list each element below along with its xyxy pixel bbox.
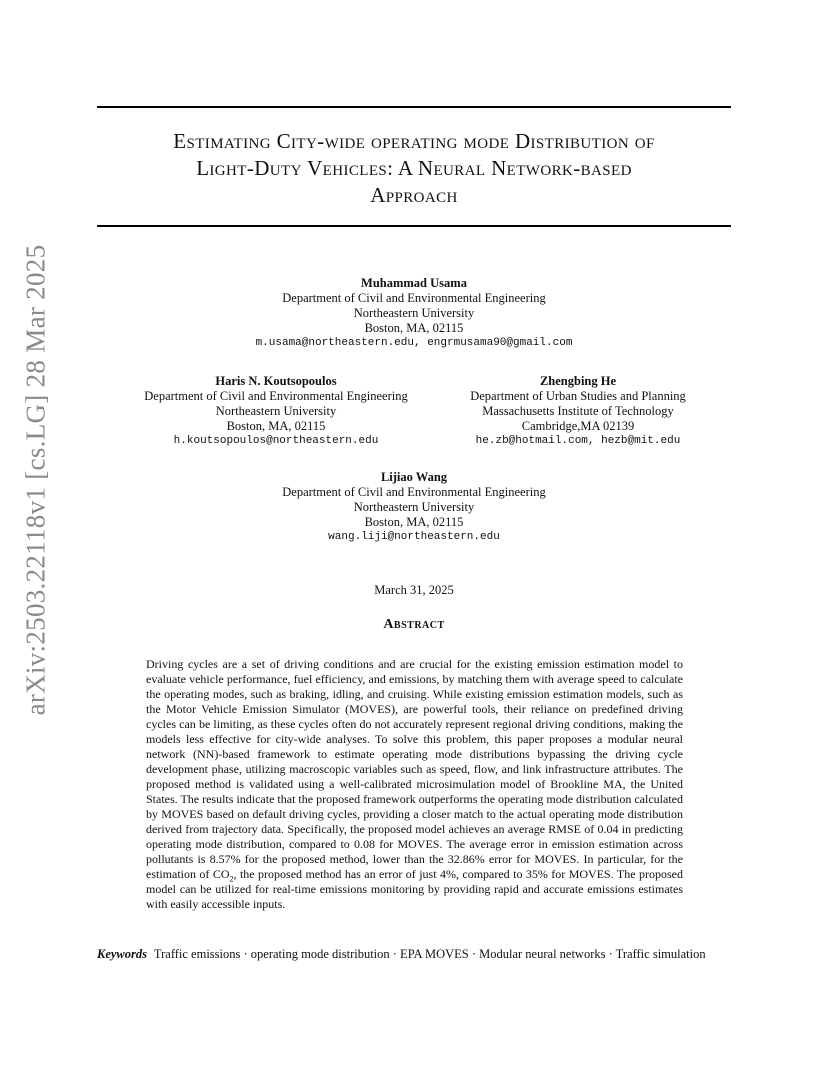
author-department: Department of Civil and Environmental Engineering <box>282 291 546 305</box>
title-line-3: Approach <box>370 183 458 207</box>
author-address: Boston, MA, 02115 <box>226 419 326 433</box>
author-email[interactable]: he.zb@hotmail.com, hezb@mit.edu <box>475 435 681 447</box>
author-email[interactable]: m.usama@northeastern.edu, engrmusama90@gmail.com <box>255 337 573 349</box>
title-top-rule <box>97 106 731 108</box>
author-block-wang <box>150 470 678 545</box>
abstract-text-part-2: , the proposed method has an error of just 4%, compared to 35% for MOVES. The proposed model can be utilized for real-time emissions monitoring by providing rapid and accurate emissions estimates with easily accessible inputs. <box>146 867 683 911</box>
author-address: Boston, MA, 02115 <box>364 515 464 529</box>
author-department: Department of Civil and Environmental Engineering <box>282 485 546 499</box>
keywords-section <box>97 947 717 962</box>
paper-date: March 31, 2025 <box>374 583 454 597</box>
author-block-he <box>440 374 716 449</box>
author-name: Muhammad Usama <box>361 276 467 290</box>
author-institution: Northeastern University <box>353 500 475 514</box>
author-institution: Northeastern University <box>353 306 475 320</box>
abstract-heading: Abstract <box>383 617 445 632</box>
title-line-1: Estimating City-wide operating mode Distribution of <box>173 129 655 153</box>
author-institution: Massachusetts Institute of Technology <box>482 404 674 418</box>
author-name: Zhengbing He <box>539 374 617 388</box>
author-email[interactable]: h.koutsopoulos@northeastern.edu <box>173 435 379 447</box>
title-bottom-rule <box>97 225 731 227</box>
author-department: Department of Urban Studies and Planning <box>470 389 686 403</box>
author-department: Department of Civil and Environmental Engineering <box>144 389 408 403</box>
author-address: Cambridge,MA 02139 <box>521 419 635 433</box>
paper-title <box>97 128 731 209</box>
co2-subscript: 2 <box>229 874 234 884</box>
abstract-body <box>146 657 683 912</box>
author-block-usama <box>150 276 678 351</box>
author-address: Boston, MA, 02115 <box>364 321 464 335</box>
author-email[interactable]: wang.liji@northeastern.edu <box>328 531 500 543</box>
keywords-list: Traffic emissions · operating mode distribution · EPA MOVES · Modular neural networks · Traffic simulation <box>153 947 706 961</box>
keywords-label: Keywords <box>97 947 147 961</box>
arxiv-identifier-stamp: arXiv:2503.22118v1 [cs.LG] 28 Mar 2025 <box>20 244 51 716</box>
author-name: Haris N. Koutsopoulos <box>215 374 337 388</box>
title-line-2: Light-Duty Vehicles: A Neural Network-based <box>196 156 632 180</box>
author-name: Lijiao Wang <box>380 470 448 484</box>
abstract-text-part-1: Driving cycles are a set of driving conditions and are crucial for the existing emission estimation model to evaluate vehicle performance, fuel efficiency, and emissions, by matching them with average speed to calculate the operating modes, such as braking, idling, and cruising. While existing emission estimation models, such as the Motor Vehicle Emission Simulator (MOVES), are powerful tools, their reliance on predefined driving cycles can be limiting, as these cycles often do not accurately represent regional driving conditions, making the models less effective for city-wide analyses. To solve this problem, this paper proposes a modular neural network (NN)-based framework to estimate operating mode distributions bypassing the driving cycle development phase, utilizing macroscopic variables such as speed, flow, and link infrastructure attributes. The proposed method is validated using a well-calibrated microsimulation model of Brookline MA, the United States. The results indicate that the proposed framework outperforms the operating mode distribution calculated by MOVES based on default driving cycles, providing a closer match to the actual operating mode distribution derived from trajectory data. Specifically, the proposed model achieves an average RMSE of 0.04 in predicting operating mode distribution, compared to 0.08 for MOVES. The average error in emission estimation across pollutants is 8.57% for the proposed method, lower than the 32.86% error for MOVES. In particular, for the estimation of CO <box>146 657 683 881</box>
author-block-koutsopoulos <box>115 374 437 449</box>
author-institution: Northeastern University <box>215 404 337 418</box>
